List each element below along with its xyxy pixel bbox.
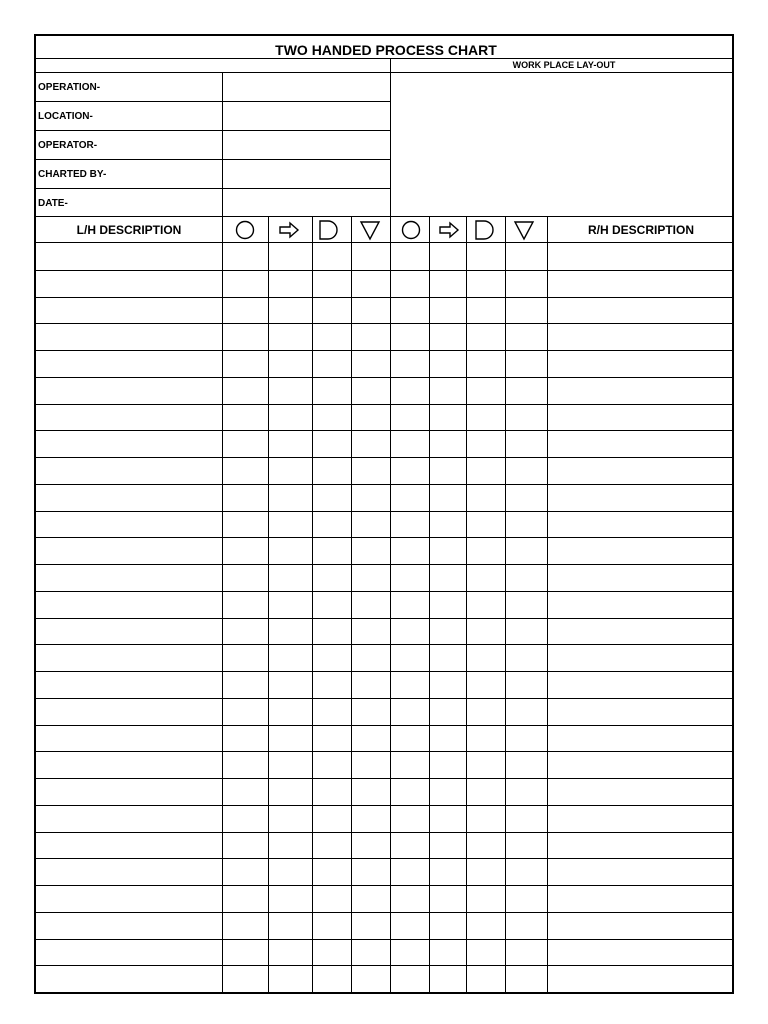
field-label-operator: OPERATOR- — [38, 140, 98, 151]
row-divider — [36, 644, 732, 645]
delay-d-icon — [317, 219, 341, 241]
row-divider — [36, 511, 732, 512]
row-divider — [36, 671, 732, 672]
row-divider — [36, 805, 732, 806]
row-divider — [36, 564, 732, 565]
row-divider — [36, 591, 732, 592]
row-divider — [36, 778, 732, 779]
field-row-divider — [36, 188, 390, 189]
field-value-date[interactable] — [223, 190, 390, 216]
field-label-location: LOCATION- — [38, 111, 93, 122]
row-divider — [36, 350, 732, 351]
column-header-line — [36, 242, 732, 243]
column-line — [429, 216, 430, 992]
row-divider — [36, 939, 732, 940]
row-divider — [36, 698, 732, 699]
workplace-layout-area[interactable] — [392, 74, 734, 216]
column-line — [222, 216, 223, 992]
field-value-operation[interactable] — [223, 74, 390, 102]
transport-arrow-icon — [438, 219, 460, 241]
row-divider — [36, 457, 732, 458]
transport-arrow-icon — [278, 219, 300, 241]
row-divider — [36, 430, 732, 431]
operation-circle-icon — [234, 219, 256, 241]
field-label-divider — [222, 72, 223, 216]
row-divider — [36, 537, 732, 538]
field-row-divider — [36, 101, 390, 102]
column-line — [268, 216, 269, 992]
rh-description-header: R/H DESCRIPTION — [587, 223, 694, 237]
title-divider — [36, 58, 732, 59]
storage-triangle-icon — [359, 219, 381, 241]
storage-triangle-icon — [513, 219, 535, 241]
field-value-operator[interactable] — [223, 132, 390, 160]
layout-divider — [390, 58, 391, 216]
header-bottom-line — [36, 216, 732, 217]
field-value-location[interactable] — [223, 103, 390, 131]
row-divider — [36, 965, 732, 966]
column-line — [505, 216, 506, 992]
row-divider — [36, 270, 732, 271]
workplace-layout-label: WORK PLACE LAY-OUT — [512, 60, 616, 70]
row-divider — [36, 297, 732, 298]
column-line — [466, 216, 467, 992]
delay-d-icon — [473, 219, 497, 241]
subheader-divider — [36, 72, 732, 73]
row-divider — [36, 323, 732, 324]
column-line — [312, 216, 313, 992]
row-divider — [36, 484, 732, 485]
field-value-charted-by[interactable] — [223, 161, 390, 189]
column-line — [390, 216, 391, 992]
chart-title: TWO HANDED PROCESS CHART — [275, 42, 497, 58]
field-row-divider — [36, 130, 390, 131]
column-line — [547, 216, 548, 992]
field-row-divider — [36, 159, 390, 160]
operation-circle-icon — [400, 219, 422, 241]
process-chart-sheet — [34, 34, 734, 994]
column-line — [351, 216, 352, 992]
row-divider — [36, 725, 732, 726]
field-label-operation: OPERATION- — [38, 82, 101, 93]
row-divider — [36, 912, 732, 913]
field-label-charted-by: CHARTED BY- — [38, 169, 107, 180]
row-divider — [36, 885, 732, 886]
field-label-date: DATE- — [38, 198, 68, 209]
row-divider — [36, 858, 732, 859]
lh-description-header: L/H DESCRIPTION — [76, 223, 182, 237]
row-divider — [36, 618, 732, 619]
row-divider — [36, 751, 732, 752]
row-divider — [36, 832, 732, 833]
row-divider — [36, 377, 732, 378]
row-divider — [36, 404, 732, 405]
